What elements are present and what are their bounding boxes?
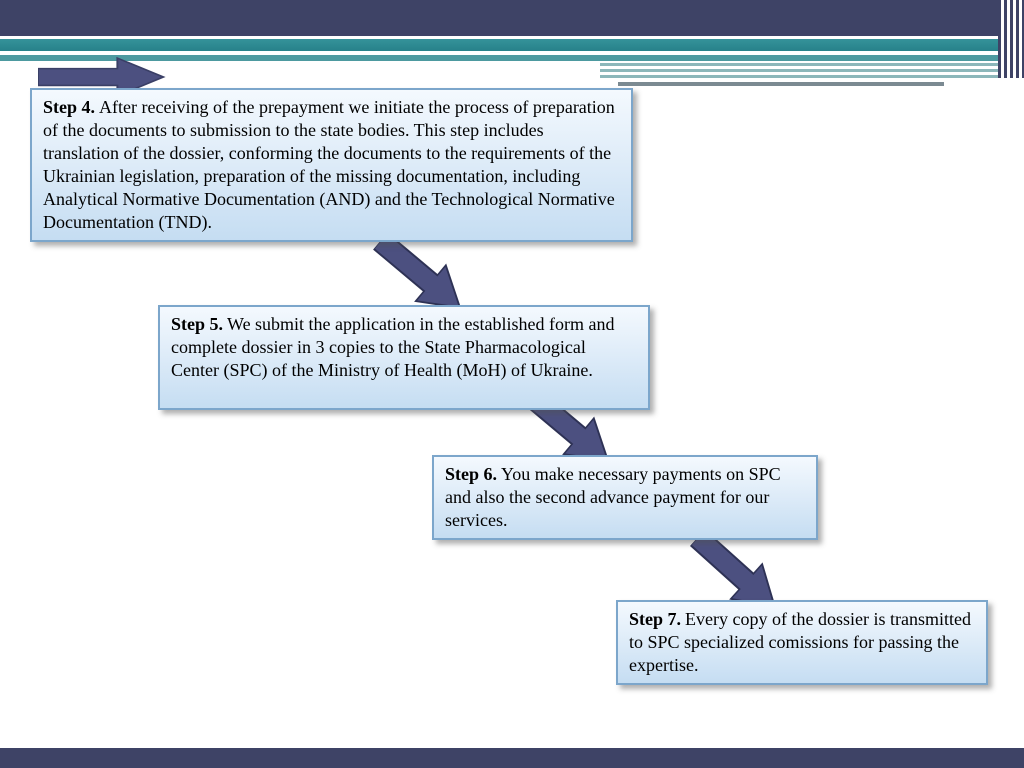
footer-bar: [0, 748, 1024, 768]
step-4-box: [30, 88, 633, 242]
step-4-label: Step 4.: [43, 97, 96, 117]
step-7-label: Step 7.: [629, 609, 682, 629]
step-5-label: Step 5.: [171, 314, 224, 334]
step-7-text: Every copy of the dossier is transmitted to SPC specialized comissions for passing the expertise.: [629, 609, 971, 675]
step-7-box: [616, 600, 988, 685]
step-6-box: [432, 455, 818, 540]
step-6-text: You make necessary payments on SPC and also the second advance payment for our services.: [445, 464, 781, 530]
corner-stripes: [998, 0, 1024, 78]
right-stripe-block: [600, 63, 1024, 78]
teal-band: [0, 39, 1024, 51]
step-6-label: Step 6.: [445, 464, 498, 484]
step-4-text: After receiving of the prepayment we initiate the process of preparation of the documents to submission to the state bodies. This step includes translation of the dossier, conforming the documents to the requirements of the Ukrainian legislation, preparation of the missing documentation, including Analytical Normative Documentation (AND) and the Technological Normative Documentation (TND).: [43, 97, 615, 232]
header-bar: [0, 0, 1024, 36]
step-5-box: [158, 305, 650, 410]
step-5-text: We submit the application in the established form and complete dossier in 3 copies to the State Pharmacological Center (SPC) of the Ministry of Health (MoH) of Ukraine.: [171, 314, 615, 380]
right-accent-line: [618, 82, 944, 86]
